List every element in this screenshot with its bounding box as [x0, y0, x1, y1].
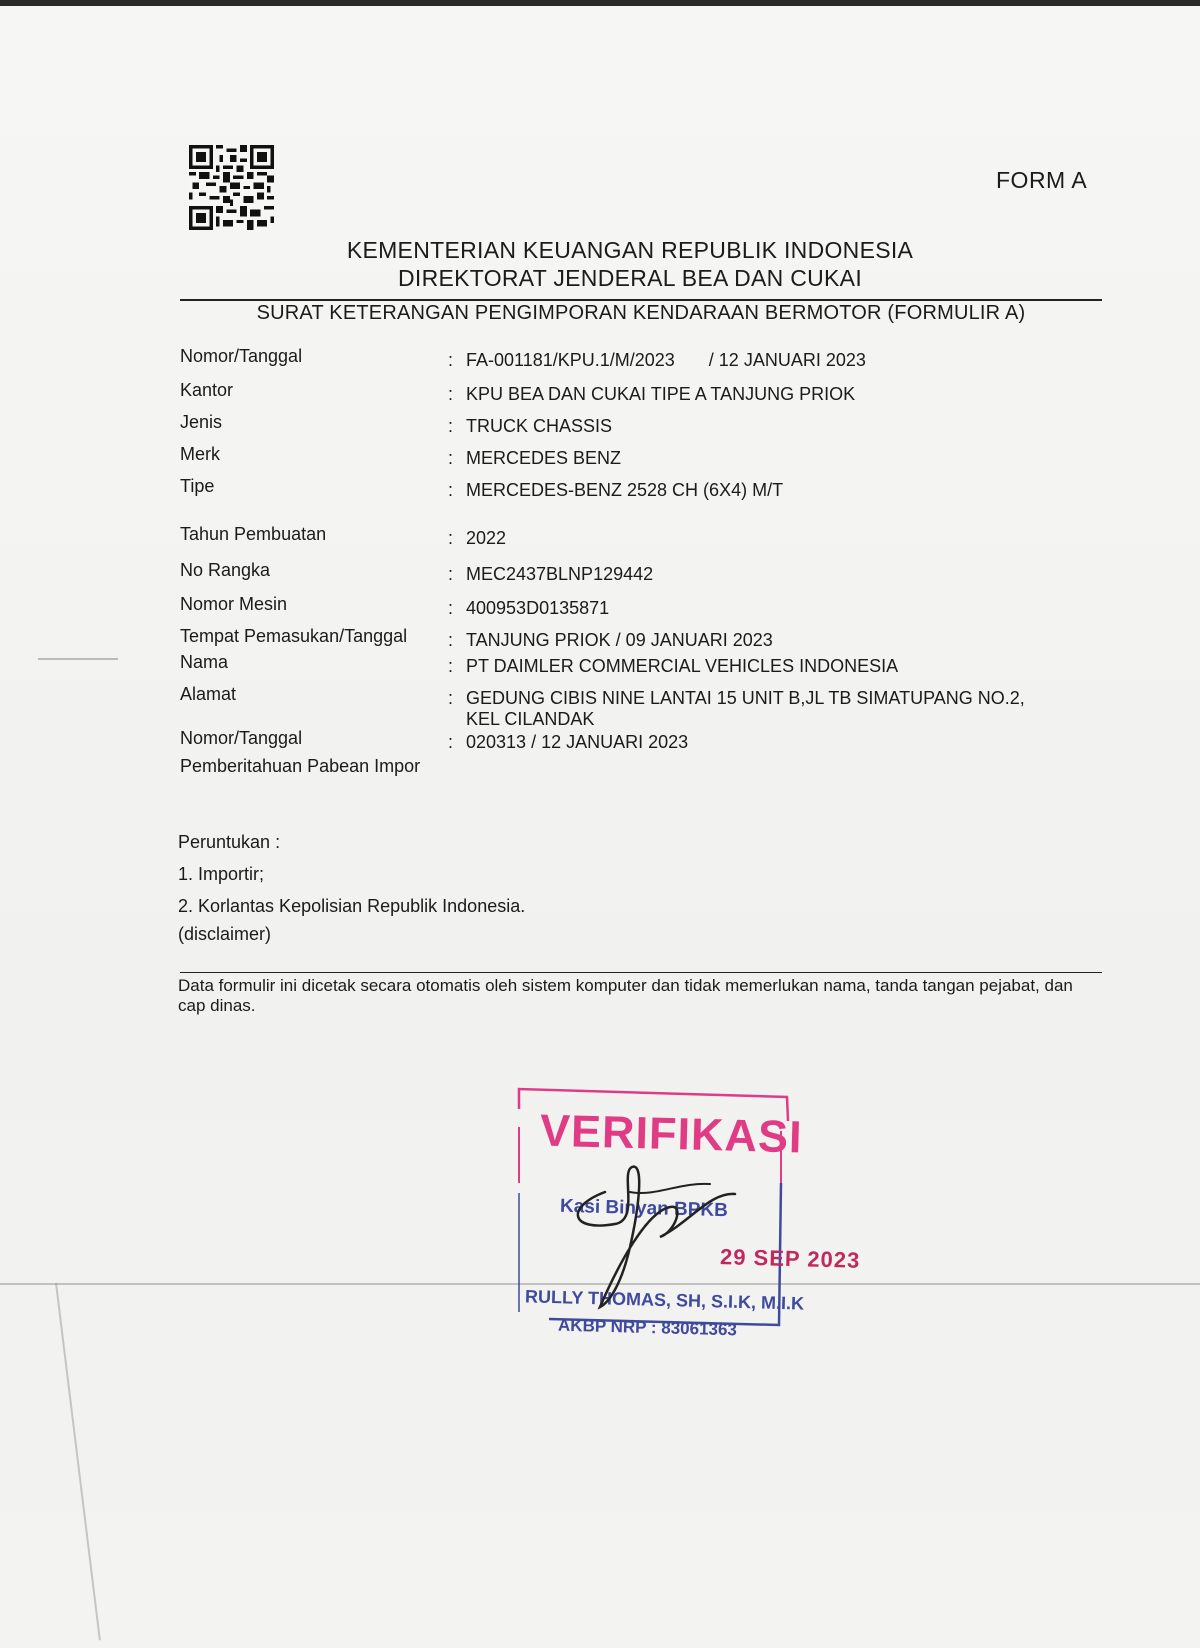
field-label: Alamat — [180, 684, 237, 704]
handwritten-signature — [560, 1152, 760, 1312]
field-value: MEC2437BLNP129442 — [466, 564, 654, 584]
field-label: Nomor/Tanggal — [180, 346, 303, 366]
stamp-unit: Kasi Binyan BPKB — [559, 1195, 729, 1222]
field-label — [180, 728, 445, 783]
purpose-heading: Peruntukan : — [178, 832, 281, 852]
field-value: MERCEDES BENZ — [466, 448, 622, 468]
field-label-line-2: Pemberitahuan Pabean Impor — [180, 756, 421, 776]
field-label: Kantor — [180, 380, 234, 400]
field-label: Nomor Mesin — [180, 594, 288, 614]
ministry-name: KEMENTERIAN KEUANGAN REPUBLIK INDONESIA — [346, 237, 914, 263]
field-colon: : — [448, 688, 454, 708]
disclaimer-text: Data formulir ini dicetak secara otomatis oleh sistem komputer dan tidak memerlukan nama, tanda tangan pejabat, dan cap dinas. — [178, 976, 1073, 1015]
stamp-officer-name: RULLY THOMAS, SH, S.I.K, M.I.K — [524, 1286, 805, 1314]
field-colon: : — [448, 448, 454, 468]
field-label: Tipe — [180, 476, 215, 496]
field-colon: : — [448, 480, 454, 500]
field-colon: : — [448, 656, 454, 676]
field-label: No Rangka — [180, 560, 271, 580]
address-line-2: KEL CILANDAK — [466, 709, 595, 729]
field-colon: : — [448, 598, 454, 618]
field-value: TANJUNG PRIOK / 09 JANUARI 2023 — [466, 630, 773, 650]
field-colon: : — [448, 350, 454, 370]
qr-code-icon — [189, 145, 274, 230]
field-value: MERCEDES-BENZ 2528 CH (6X4) M/T — [466, 480, 784, 500]
field-colon: : — [448, 416, 454, 436]
field-value — [466, 688, 1096, 730]
scan-smudge — [38, 658, 118, 660]
header-rule — [180, 299, 1102, 301]
field-label: Nama — [180, 652, 229, 672]
address-line-1: GEDUNG CIBIS NINE LANTAI 15 UNIT B,JL TB SIMATUPANG NO.2, — [466, 688, 1025, 708]
field-value: KPU BEA DAN CUKAI TIPE A TANJUNG PRIOK — [466, 384, 856, 404]
field-colon: : — [448, 384, 454, 404]
purpose-section — [178, 826, 525, 922]
field-number: FA-001181/KPU.1/M/2023 — [466, 350, 675, 370]
field-value: PT DAIMLER COMMERCIAL VEHICLES INDONESIA — [466, 656, 899, 676]
purpose-item: 1. Importir; — [178, 864, 265, 884]
field-date: / 12 JANUARI 2023 — [708, 350, 866, 370]
field-label: Merk — [180, 444, 220, 464]
field-label: Jenis — [180, 412, 223, 432]
field-value: 2022 — [466, 528, 507, 548]
field-label-line-1: Nomor/Tanggal — [180, 728, 303, 748]
stamp-title: VERIFIKASI — [539, 1104, 804, 1163]
disclaimer-rule — [180, 972, 1102, 973]
field-label: Tahun Pembuatan — [180, 524, 327, 544]
field-colon: : — [448, 564, 454, 584]
field-label: Tempat Pemasukan/Tanggal — [180, 626, 408, 646]
field-value: 400953D0135871 — [466, 598, 610, 618]
disclaimer-tag: (disclaimer) — [178, 924, 272, 944]
purpose-item: 2. Korlantas Kepolisian Republik Indonesia. — [178, 896, 526, 916]
field-value: 020313 / 12 JANUARI 2023 — [466, 732, 689, 752]
field-colon: : — [448, 732, 454, 752]
field-value: TRUCK CHASSIS — [466, 416, 613, 436]
stamp-officer-rank: AKBP NRP : 83061363 — [557, 1315, 738, 1340]
field-colon: : — [448, 630, 454, 650]
field-value — [466, 350, 1096, 371]
directorate-name: DIREKTORAT JENDERAL BEA DAN CUKAI — [397, 265, 863, 291]
form-label: FORM A — [996, 167, 1088, 193]
ministry-heading — [180, 236, 1080, 292]
field-colon: : — [448, 528, 454, 548]
stamp-date: 29 SEP 2023 — [719, 1244, 861, 1273]
document-title: SURAT KETERANGAN PENGIMPORAN KENDARAAN BERMOTOR (FORMULIR A) — [256, 302, 1026, 324]
